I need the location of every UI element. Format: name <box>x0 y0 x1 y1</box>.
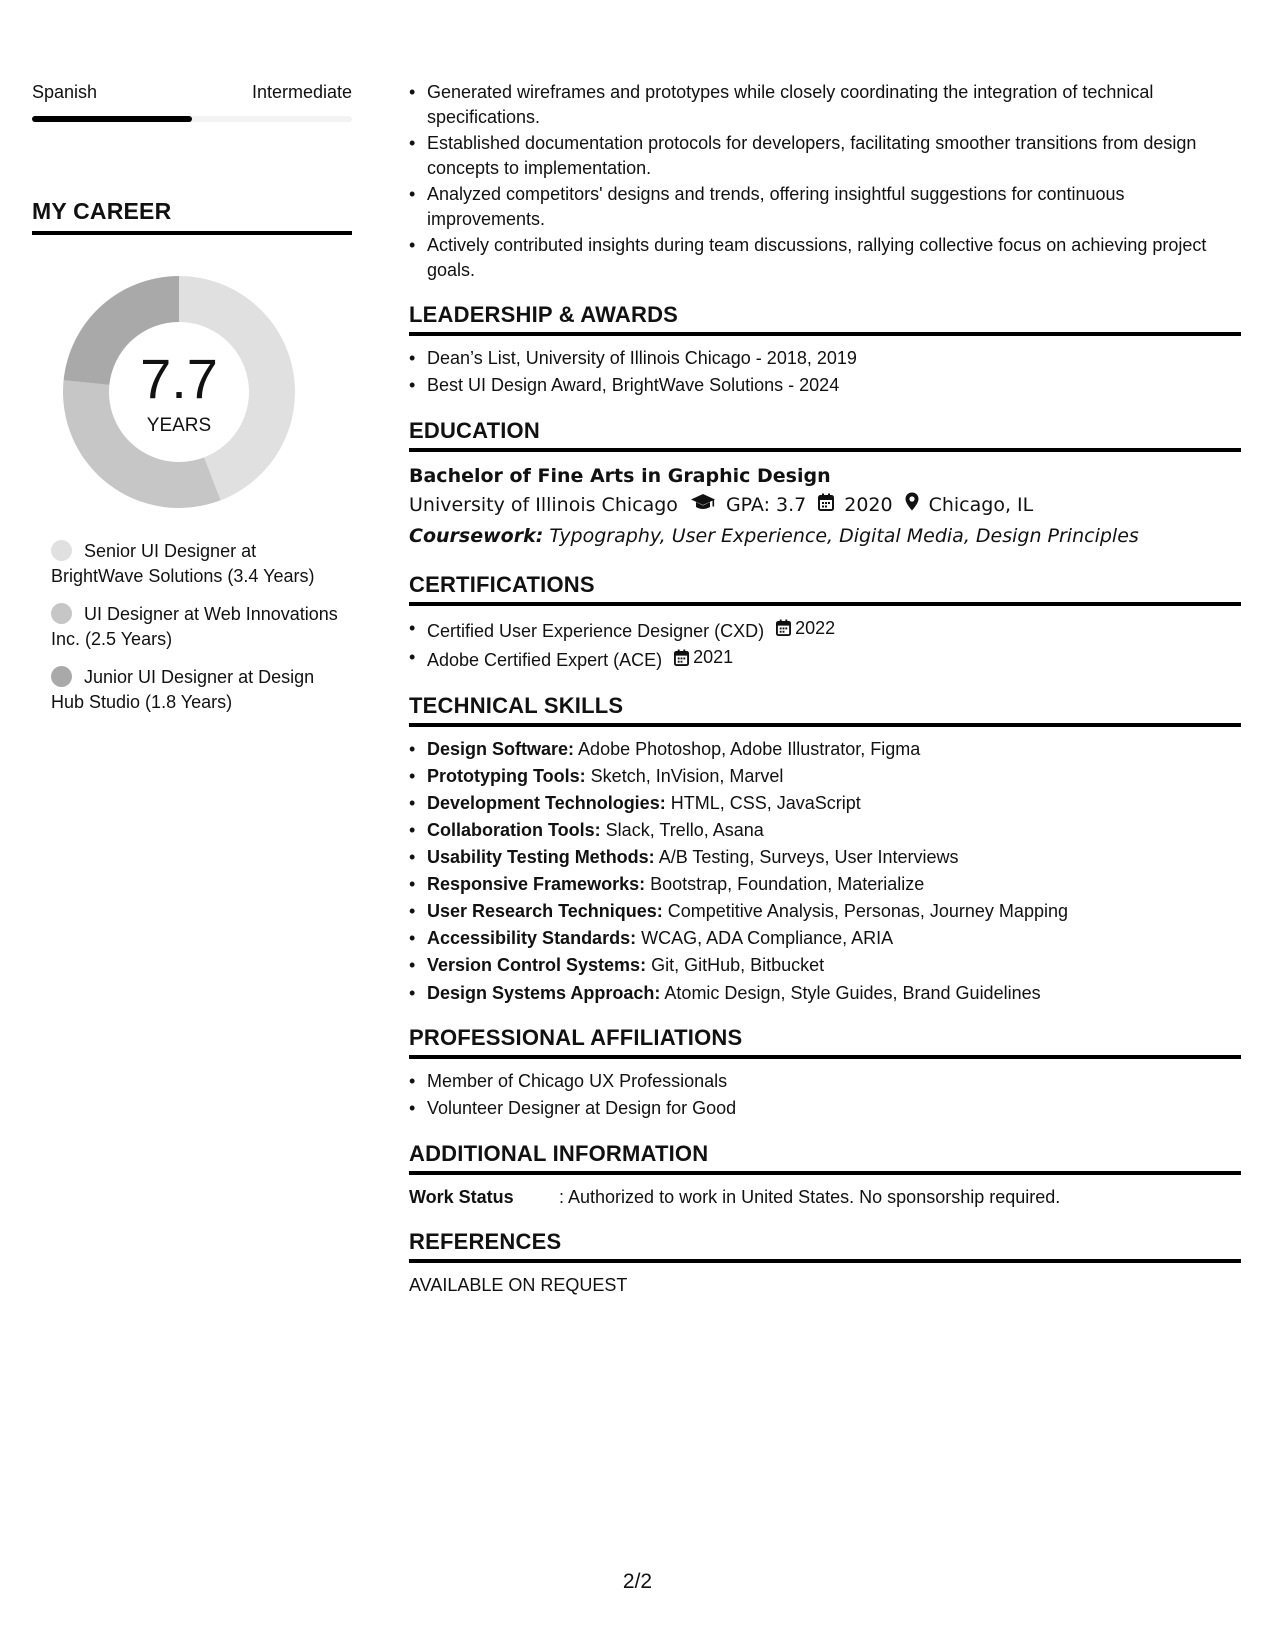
calendar-icon <box>818 490 834 520</box>
certification-year: 2022 <box>795 617 836 638</box>
legend-label: Junior UI Designer at Design Hub Studio (1.8 Years) <box>51 667 315 712</box>
leadership-section-title: LEADERSHIP & AWARDS <box>409 302 1241 336</box>
skill-category: Development Technologies: <box>427 792 666 813</box>
skill-item <box>409 872 1241 897</box>
list-item: • Member of Chicago UX Professionals <box>409 1069 1241 1094</box>
skill-value: Sketch, InVision, Marvel <box>590 765 784 786</box>
affiliations-section-title: PROFESSIONAL AFFILIATIONS <box>409 1025 1241 1059</box>
skill-category: Design Software: <box>427 738 575 759</box>
list-item <box>409 616 1241 643</box>
list-item: • Actively contributed insights during team discussions, rallying collective focus on achieving project goals. <box>409 233 1241 282</box>
donut-center <box>56 269 302 515</box>
legend-item <box>51 602 341 652</box>
education-year: 2020 <box>844 493 893 516</box>
skill-value: Bootstrap, Foundation, Materialize <box>650 874 925 895</box>
list-item: • Dean’s List, University of Illinois Chicago - 2018, 2019 <box>409 346 1241 371</box>
skill-item <box>409 845 1241 870</box>
skill-category: Responsive Frameworks: <box>427 874 646 895</box>
language-proficiency-bar <box>32 116 352 122</box>
main-content <box>409 80 1241 1297</box>
coursework-label: Coursework: <box>409 524 544 547</box>
legend-item <box>51 539 341 589</box>
affiliations-list <box>409 1069 1241 1121</box>
career-legend <box>51 539 341 715</box>
skill-category: User Research Techniques: <box>427 901 663 922</box>
graduation-cap-icon <box>690 490 716 520</box>
language-level: Intermediate <box>251 82 352 102</box>
skill-item <box>409 764 1241 789</box>
education-section-title: EDUCATION <box>409 418 1241 452</box>
skill-item <box>409 981 1241 1006</box>
language-proficiency-fill <box>32 116 192 122</box>
skill-value: Git, GitHub, Bitbucket <box>651 955 825 976</box>
skill-category: Design Systems Approach: <box>427 982 661 1003</box>
skill-category: Version Control Systems: <box>427 955 647 976</box>
references-section-title: REFERENCES <box>409 1229 1241 1263</box>
certifications-list <box>409 616 1241 673</box>
work-status-value: : Authorized to work in United States. No sponsorship required. <box>559 1186 1061 1207</box>
legend-dot <box>51 540 72 561</box>
calendar-icon <box>776 619 791 636</box>
leadership-list <box>409 346 1241 398</box>
certification-name: Certified User Experience Designer (CXD) <box>427 620 765 641</box>
work-status-row <box>409 1185 1241 1209</box>
list-item: • Generated wireframes and prototypes while closely coordinating the integration of technical specifications. <box>409 80 1241 129</box>
skills-list <box>409 737 1241 1005</box>
career-total-unit: YEARS <box>146 415 212 436</box>
skill-value: Competitive Analysis, Personas, Journey Mapping <box>667 901 1068 922</box>
list-item: • Established documentation protocols for developers, facilitating smoother transitions from design concepts to implementation. <box>409 131 1241 180</box>
education-gpa: GPA: 3.7 <box>725 493 807 516</box>
skill-category: Usability Testing Methods: <box>427 847 655 868</box>
skill-item <box>409 791 1241 816</box>
certifications-section-title: CERTIFICATIONS <box>409 572 1241 606</box>
career-donut-chart <box>56 269 302 515</box>
skill-value: Adobe Photoshop, Adobe Illustrator, Figma <box>578 738 921 759</box>
skill-item <box>409 899 1241 924</box>
skill-value: A/B Testing, Surveys, User Interviews <box>658 847 959 868</box>
education-coursework <box>409 520 1241 552</box>
certification-year: 2021 <box>693 647 734 668</box>
skills-section-title: TECHNICAL SKILLS <box>409 693 1241 727</box>
skill-category: Accessibility Standards: <box>427 928 637 949</box>
skill-item <box>409 737 1241 762</box>
calendar-icon <box>674 649 689 666</box>
skill-value: WCAG, ADA Compliance, ARIA <box>641 928 894 949</box>
list-item: • Best UI Design Award, BrightWave Solutions - 2024 <box>409 373 1241 398</box>
page-number: 2/2 <box>622 1570 653 1593</box>
language-name: Spanish <box>32 82 98 102</box>
legend-dot <box>51 666 72 687</box>
language-row <box>32 82 352 106</box>
legend-dot <box>51 603 72 624</box>
career-section-title: MY CAREER <box>32 198 352 235</box>
education-meta <box>409 490 1241 520</box>
location-pin-icon <box>905 490 919 520</box>
skill-item <box>409 818 1241 843</box>
skill-category: Prototyping Tools: <box>427 765 586 786</box>
education-degree: Bachelor of Fine Arts in Graphic Design <box>409 464 831 487</box>
skill-category: Collaboration Tools: <box>427 819 601 840</box>
references-text: AVAILABLE ON REQUEST <box>409 1274 628 1295</box>
experience-bullets <box>409 80 1241 282</box>
skill-value: Atomic Design, Style Guides, Brand Guidelines <box>664 982 1041 1003</box>
skill-item <box>409 953 1241 978</box>
education-school: University of Illinois Chicago <box>409 493 678 516</box>
skill-value: Slack, Trello, Asana <box>605 819 764 840</box>
career-total-value: 7.7 <box>140 347 218 410</box>
work-status-label: Work Status <box>409 1186 514 1207</box>
skill-item <box>409 926 1241 951</box>
coursework-value: Typography, User Experience, Digital Media, Design Principles <box>549 524 1139 547</box>
legend-label: Senior UI Designer at BrightWave Solutions (3.4 Years) <box>51 541 315 586</box>
list-item: • Volunteer Designer at Design for Good <box>409 1096 1241 1121</box>
additional-info-section-title: ADDITIONAL INFORMATION <box>409 1141 1241 1175</box>
certification-name: Adobe Certified Expert (ACE) <box>427 650 663 671</box>
list-item <box>409 645 1241 672</box>
list-item: • Analyzed competitors' designs and trends, offering insightful suggestions for continuous improvements. <box>409 182 1241 231</box>
education-location: Chicago, IL <box>928 493 1034 516</box>
sidebar <box>32 82 352 728</box>
legend-label: UI Designer at Web Innovations Inc. (2.5 Years) <box>51 604 338 649</box>
legend-item <box>51 665 341 715</box>
skill-value: HTML, CSS, JavaScript <box>670 792 861 813</box>
